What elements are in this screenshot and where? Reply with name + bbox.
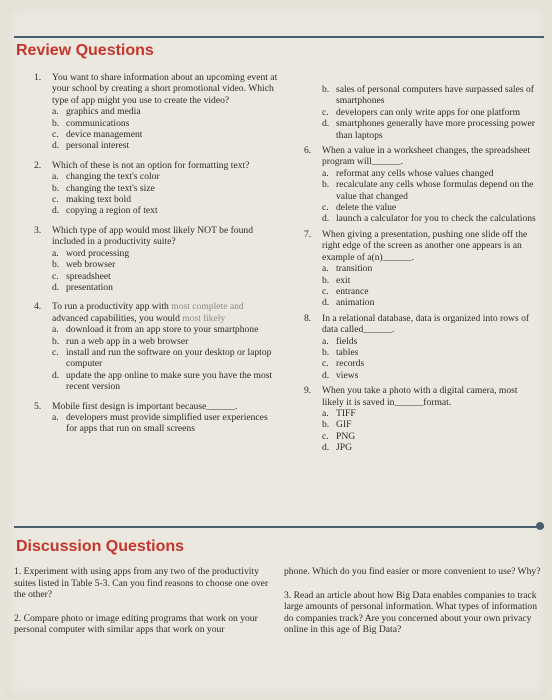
option: b. tables — [322, 346, 359, 358]
discussion-right-column — [284, 566, 542, 648]
option: a. reformat any cells whose values changed — [322, 167, 494, 179]
review-right-column — [300, 84, 540, 458]
option: c. install and run the software on your desktop or laptop computer — [52, 346, 272, 370]
question-9: 9. When you take a photo with a digital camera, most likely it is saved in______format. a. TIFF b. GIF c. PNG d. JPG — [300, 385, 540, 453]
question-7: 7. When giving a presentation, pushing one slide off the right edge of the screen as another one appears is an example of a(n)______. a. transition b. exit c. entrance d. animation — [300, 229, 540, 309]
option: d. views — [322, 369, 359, 381]
divider-dot — [536, 522, 544, 530]
option: a. fields — [322, 335, 358, 347]
option: c. making text bold — [52, 194, 132, 206]
review-heading: Review Questions — [16, 42, 154, 59]
option: b. recalculate any cells whose formulas depend on the value that changed — [322, 179, 534, 202]
option: d. animation — [322, 297, 375, 309]
question-8: 8. In a relational database, data is organized into rows of data called______. a. fields b. tables c. records d. views — [300, 313, 540, 381]
question-2: 2. Which of these is not an option for formatting text? a. changing the text's color b. changing the text's size c. making text bold d. copying a region of text — [30, 160, 280, 217]
option: a. TIFF — [322, 407, 356, 419]
discussion-question-2: 2. Compare photo or image editing programs that work on your personal computer with similar apps that work on your — [14, 612, 258, 636]
discussion-question-2-continued: phone. Which do you find easier or more convenient to use? Why? — [284, 566, 541, 577]
option: d. copying a region of text — [52, 205, 158, 217]
option: b. web browser — [52, 259, 116, 271]
option: a. transition — [322, 263, 373, 275]
option: c. device management — [52, 129, 143, 141]
option: a. download it from an app store to your smartphone — [52, 324, 259, 336]
option: c. developers can only write apps for one platform — [322, 106, 521, 118]
option: d. presentation — [52, 281, 113, 293]
discussion-question-3: 3. Read an article about how Big Data enables companies to track large amounts of personal information. What types of information do companies track? Are you concerned about your own privacy online in this age of Big Data? — [284, 589, 538, 636]
option: c. delete the value — [322, 202, 397, 214]
option: b. sales of personal computers have surpassed sales of smartphones — [322, 84, 534, 107]
discussion-question-1: 1. Experiment with using apps from any two of the productivity suites listed in Table 5-3. Can you find reasons to choose one over the other? — [14, 566, 269, 601]
option: d. smartphones generally have more processing power than laptops — [322, 118, 536, 141]
top-rule — [14, 36, 544, 38]
question-3: 3. Which type of app would most likely NOT be found included in a productivity suite? a. word processing b. web browser c. spreadsheet d. presentation — [30, 225, 280, 293]
option: b. GIF — [322, 419, 352, 431]
discussion-heading: Discussion Questions — [16, 538, 185, 555]
option: d. launch a calculator for you to check the calculations — [322, 213, 536, 225]
question-6: 6. When a value in a worksheet changes, the spreadsheet program will______. a. reformat any cells whose values changed b. recalculate any cells whose formulas depend on the value that changed c. delete the value d. launch a calculator for you to check the calculations — [300, 145, 540, 225]
option: a. graphics and media — [52, 106, 141, 118]
question-5: 5. Mobile first design is important because______. a. developers must provide simplified user experiences for apps that run on small screens — [30, 401, 280, 435]
option: b. changing the text's size — [52, 182, 155, 194]
option: a. changing the text's color — [52, 171, 160, 183]
option: b. run a web app in a web browser — [52, 335, 189, 347]
question-1: 1. You want to share information about an upcoming event at your school by creating a short promotional video. Which type of app might you use to create the video? a. graphics and media b. communications c. device management d. personal interest — [30, 72, 280, 152]
option: b. exit — [322, 274, 351, 286]
option: a. developers must provide simplified user experiences for apps that run on small screens — [52, 411, 268, 435]
option: c. entrance — [322, 285, 369, 297]
review-left-column — [30, 72, 280, 443]
option: d. JPG — [322, 442, 352, 454]
option: c. PNG — [322, 430, 356, 442]
question-5-continued — [300, 84, 540, 141]
question-4: 4. To run a productivity app with most complete and advanced capabilities, you would most likely a. download it from an app store to your smartphone b. run a web app in a web browser c. install and run the software on your desktop or laptop computer d. update the app online to make sure you have the most recent version — [30, 301, 280, 392]
option: d. update the app online to make sure you have the most recent version — [52, 369, 273, 393]
option: d. personal interest — [52, 140, 130, 152]
discussion-left-column — [14, 566, 276, 648]
option: b. communications — [52, 117, 130, 129]
option: c. records — [322, 358, 365, 370]
section-divider — [14, 526, 544, 528]
option: a. word processing — [52, 247, 130, 259]
option: c. spreadsheet — [52, 270, 111, 282]
